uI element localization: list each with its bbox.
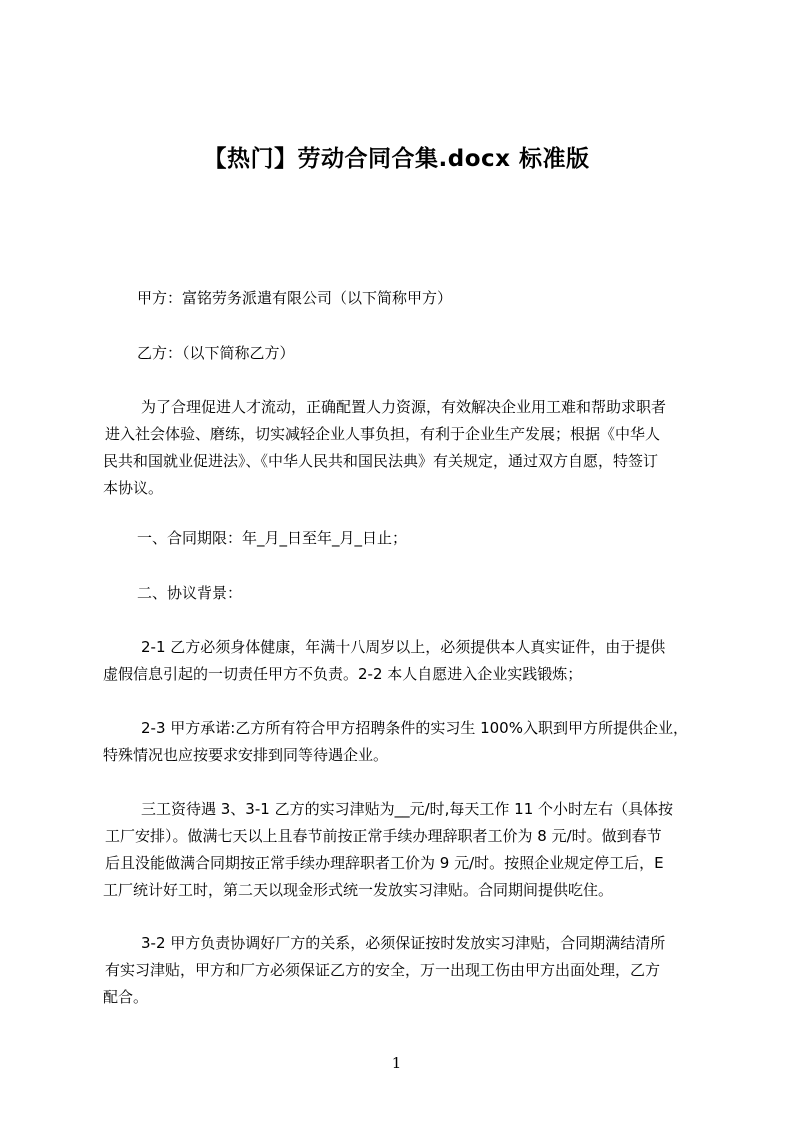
paragraph-clause-2-1 (103, 634, 703, 688)
text-line: 三工资待遇 3、3-1 乙方的实习津贴为__元/时,每天工作 11 个小时左右（具体按 (141, 800, 674, 818)
paragraph-party-b (137, 340, 737, 367)
text-line: 2-3 甲方承诺:乙方所有符合甲方招聘条件的实习生 100%入职到甲方所提供企业， (141, 719, 688, 737)
text-line: 乙方：（以下简称乙方） (137, 344, 295, 362)
paragraph-wages (103, 796, 703, 904)
text-line: 2-1 乙方必须身体健康，年满十八周岁以上，必须提供本人真实证件，由于提供 (141, 638, 666, 656)
paragraph-party-a (137, 285, 737, 312)
text-line: 本协议。 (103, 479, 164, 497)
text-line: 进入社会体验、磨练，切实减轻企业人事负担，有利于企业生产发展；根据《中华人 (105, 425, 661, 443)
paragraph-clause-3-2 (103, 930, 703, 1011)
paragraph-intro (103, 394, 703, 502)
text-line: 甲方：富铭劳务派遣有限公司（以下简称甲方） (137, 289, 453, 307)
text-line: 后且没能做满合同期按正常手续办理辞职者工价为 9 元/时。按照企业规定停工后，E (105, 854, 664, 872)
text-line: 为了合理促进人才流动，正确配置人力资源，有效解决企业用工难和帮助求职者 (141, 398, 667, 416)
paragraph-background-heading (137, 580, 737, 607)
text-line: 特殊情况也应按要求安排到同等待遇企业。 (103, 746, 389, 764)
text-line: 一、合同期限：年_月_日至年_月_日止； (137, 529, 408, 547)
document-title: 【热门】劳动合同合集.docx 标准版 (203, 146, 590, 172)
text-line: 工厂安排）。做满七天以上且春节前按正常手续办理辞职者工价为 8 元/时。做到春节 (105, 827, 662, 845)
text-line: 配合。 (103, 988, 149, 1006)
paragraph-clause-2-3 (103, 715, 703, 769)
text-line: 二、协议背景： (137, 584, 243, 602)
text-line: 民共和国就业促进法》、《中华人民共和国民法典》有关规定，通过双方自愿，特签订 (103, 452, 659, 470)
page-number: 1 (391, 1054, 402, 1072)
text-line: 3-2 甲方负责协调好厂方的关系，必须保证按时发放实习津贴，合同期满结清所 (141, 934, 666, 952)
text-line: 有实习津贴，甲方和厂方必须保证乙方的安全，万一出现工伤由甲方出面处理，乙方 (105, 961, 661, 979)
text-line: 虚假信息引起的一切责任甲方不负责。2-2 本人自愿进入企业实践锻炼； (103, 665, 583, 683)
paragraph-contract-term (137, 525, 737, 552)
text-line: 工厂统计好工时，第二天以现金形式统一发放实习津贴。合同期间提供吃住。 (103, 881, 614, 899)
